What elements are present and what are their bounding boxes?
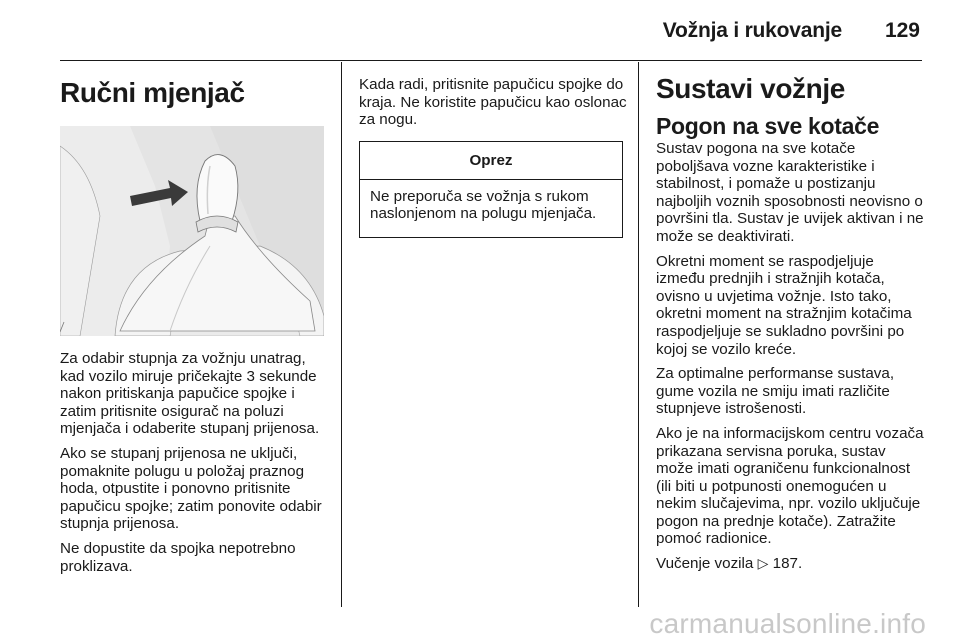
caution-title: Oprez [360,142,622,180]
paragraph: Ako se stupanj prijenosa ne uključi, pomaknite polugu u položaj praznog hoda, otpustite i ponovno pritisnite papučicu spojke; zatim ponovite odabir stupnja prijenosa. [60,444,322,533]
left-column [60,62,326,110]
reference-text: Vučenje vozila [656,555,754,573]
paragraph: Sustav pogona na sve kotače poboljšava vozne karakteristike i stabilnost, i pomaže u postizanju najboljih voznih sposobnosti neovisno o površini tla. Sustav je uvijek aktivan i ne može se deaktivirati. [656,140,924,245]
manual-gearbox-heading: Ručni mjenjač [60,77,245,108]
paragraph: Ako je na informacijskom centru vozača prikazana servisna poruka, sustav može imati ograničenu funkcionalnost (ili biti u potpunosti onemogućen u nekim slučajevima, npr. vozilo uključuje pogon na prednje kotače). Zatražite pomoć radionice. [656,424,924,548]
page-header [0,0,960,60]
paragraph: Okretni moment se raspodjeljuje između prednjih i stražnjih kotača, ovisno u uvjetima vožnje. Isto tako, okretni moment na stražnjim kotačima raspodjeljuje se sukladno površini po kojoj se vozilo kreće. [656,252,912,358]
awd-subheading: Pogon na sve kotače [656,113,880,139]
header-rule [60,60,922,61]
driving-systems-heading: Sustavi vožnje [656,73,845,104]
reference-page: 187. [772,555,803,573]
gear-lever-drawing [60,126,324,336]
left-column-text [60,350,326,582]
caution-text: Ne preporuča se vožnja s rukom naslonjenom na polugu mjenjača. [370,187,597,223]
middle-column [359,76,627,238]
caution-box [359,141,623,238]
section-title: Vožnja i rukovanje [662,19,842,42]
towing-reference[interactable] [656,555,926,573]
column-divider-2 [638,62,639,607]
paragraph: Za optimalne performanse sustava, gume vozila ne smiju imati različite stupnjeve istrošenosti. [656,365,895,418]
gear-lever-illustration [60,126,324,336]
column-divider-1 [341,62,342,607]
paragraph: Kada radi, pritisnite papučicu spojke do kraja. Ne koristite papučicu kao oslonac za nogu. [359,76,627,129]
paragraph: Ne dopustite da spojka nepotrebno proklizava. [60,539,296,575]
watermark: carmanualsonline.info [649,608,926,639]
right-column [656,72,926,580]
page-number: 129 [884,19,920,42]
triangle-right-icon: ▷ [757,555,769,572]
paragraph: Za odabir stupnja za vožnju unatrag, kad vozilo miruje pričekajte 3 sekunde nakon pritiskanja papučice spojke i zatim pritisnite osigurač na poluzi mjenjača i odaberite stupanj prijenosa. [60,350,320,438]
